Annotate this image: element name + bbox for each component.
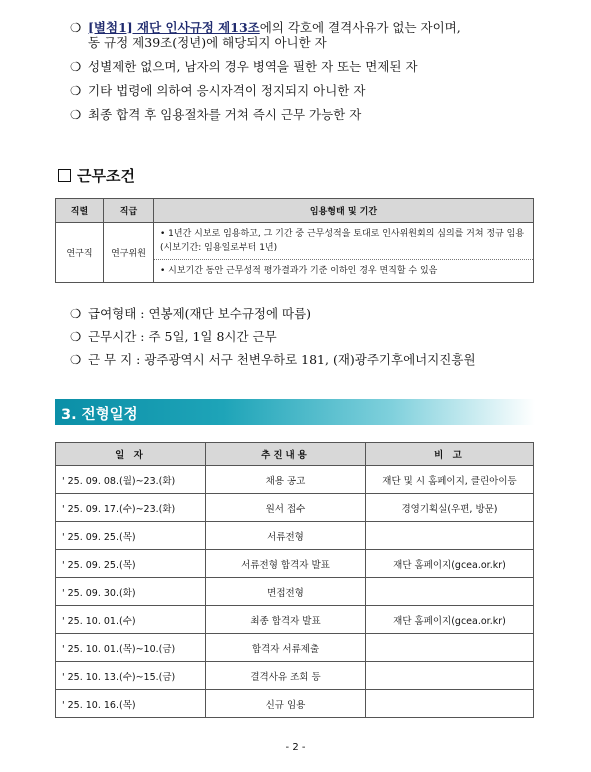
section-heading-conditions [58,165,135,186]
circle-bullet-icon: ❍ [70,352,82,367]
circle-bullet-icon: ❍ [70,329,82,344]
eligibility-text: 에의 각호에 결격사유가 없는 자이며, [259,20,461,35]
condition-text: 급여형태 : 연봉제(재단 보수규정에 따름) [88,306,312,321]
task-cell: 결격사유 조회 등 [206,662,366,690]
table-header-row [56,199,534,223]
task-cell: 합격자 서류제출 [206,634,366,662]
circle-bullet-icon: ❍ [70,306,82,321]
table-row [56,550,534,578]
date-cell: ' 25. 10. 01.(수) [56,606,206,634]
column-header: 직급 [104,199,154,223]
table-header-row [56,443,534,466]
condition-item [70,306,570,321]
section-title: 근무조건 [77,167,135,185]
circle-bullet-icon: ❍ [70,20,82,35]
table-row [56,522,534,550]
page-number: - 2 - [285,742,306,753]
table-row [56,223,534,283]
table-row [56,494,534,522]
date-cell: ' 25. 09. 25.(목) [56,522,206,550]
column-header: 직렬 [56,199,104,223]
task-cell: 원서 접수 [206,494,366,522]
eligibility-item [70,20,570,50]
regulation-link: [별첨1] 재단 인사규정 제13조 [88,20,260,35]
appointment-line: • 1년간 시보로 임용하고, 그 기간 중 근무성적을 토대로 인사위원회의 심의를 거쳐 정규 임용(시보기간: 임용일로부터 1년) [160,229,525,253]
task-cell: 면접전형 [206,578,366,606]
note-cell [366,578,534,606]
condition-item [70,352,570,367]
date-cell: ' 25. 09. 17.(수)~23.(화) [56,494,206,522]
table-row [56,662,534,690]
date-cell: ' 25. 09. 30.(화) [56,578,206,606]
conditions-table [55,198,534,283]
eligibility-list [70,20,570,131]
condition-text: 근 무 지 : 광주광역시 서구 천변우하로 181, (재)광주기후에너지진흥원 [88,352,476,367]
table-row [56,466,534,494]
date-cell: ' 25. 10. 16.(목) [56,690,206,718]
date-cell: ' 25. 10. 13.(수)~15.(금) [56,662,206,690]
condition-item [70,329,570,344]
task-cell: 채용 공고 [206,466,366,494]
column-header: 추진내용 [206,443,366,466]
note-cell: 경영기획실(우편, 방문) [366,494,534,522]
eligibility-item [70,83,570,98]
section-title: 3. 전형일정 [61,407,138,423]
note-cell: 재단 및 시 홈페이지, 클린아이등 [366,466,534,494]
date-cell: ' 25. 09. 08.(월)~23.(화) [56,466,206,494]
date-cell: ' 25. 10. 01.(목)~10.(금) [56,634,206,662]
table-row [56,634,534,662]
eligibility-text-continued: 동 규정 제39조(정년)에 해당되지 아니한 자 [88,35,327,50]
eligibility-text: 최종 합격 후 임용절차를 거쳐 즉시 근무 가능한 자 [88,107,362,122]
table-row [56,578,534,606]
eligibility-item [70,107,570,122]
task-cell: 최종 합격자 발표 [206,606,366,634]
column-header: 임용형태 및 기간 [154,199,534,223]
column-header: 비 고 [366,443,534,466]
task-cell: 서류전형 합격자 발표 [206,550,366,578]
appointment-cell [154,223,534,283]
schedule-table [55,442,534,718]
circle-bullet-icon: ❍ [70,59,82,74]
series-cell: 연구직 [56,223,104,283]
section-banner-schedule [55,399,535,425]
condition-text: 근무시간 : 주 5일, 1일 8시간 근무 [88,329,277,344]
appointment-line: • 시보기간 동안 근무성적 평가결과가 기준 이하인 경우 면직할 수 있음 [154,259,533,282]
note-cell [366,690,534,718]
eligibility-text: 기타 법령에 의하여 응시자격이 정지되지 아니한 자 [88,83,366,98]
eligibility-item [70,59,570,74]
column-header: 일 자 [56,443,206,466]
task-cell: 서류전형 [206,522,366,550]
table-row [56,690,534,718]
note-cell: 재단 홈페이지(gcea.or.kr) [366,606,534,634]
note-cell: 재단 홈페이지(gcea.or.kr) [366,550,534,578]
note-cell [366,662,534,690]
table-row [56,606,534,634]
checkbox-square-icon [58,169,71,182]
circle-bullet-icon: ❍ [70,107,82,122]
date-cell: ' 25. 09. 25.(목) [56,550,206,578]
eligibility-text: 성별제한 없으며, 남자의 경우 병역을 필한 자 또는 면제된 자 [88,59,418,74]
task-cell: 신규 임용 [206,690,366,718]
note-cell [366,634,534,662]
circle-bullet-icon: ❍ [70,83,82,98]
note-cell [366,522,534,550]
grade-cell: 연구위원 [104,223,154,283]
conditions-list [70,306,570,375]
